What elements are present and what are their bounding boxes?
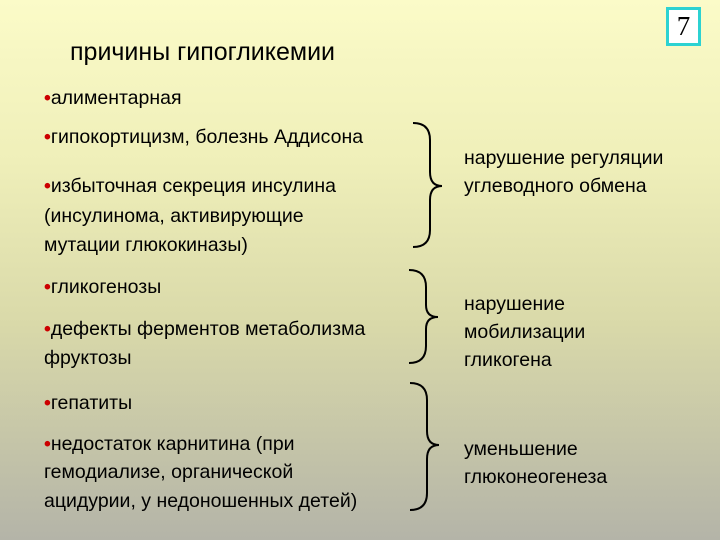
cause-item: •алиментарная — [44, 87, 182, 109]
bullet-icon: • — [44, 175, 51, 197]
cause-item-line: (инсулинома, активирующие — [44, 205, 304, 227]
cause-item: •гипокортицизм, болезнь Аддисона — [44, 126, 364, 148]
cause-item-line: ацидурии, у недоношенных детей) — [44, 490, 358, 512]
cause-item-line: фруктозы — [44, 347, 132, 369]
bullet-icon: • — [44, 126, 51, 148]
bullet-icon: • — [44, 87, 51, 109]
brace-icon — [410, 383, 439, 510]
cause-item: •гепатиты — [44, 392, 133, 414]
brace-icon — [413, 123, 442, 247]
cause-item: •избыточная секреция инсулина — [44, 175, 336, 197]
cause-item-line: мутации глюкокиназы) — [44, 234, 248, 256]
cause-item-line: гемодиализе, органической — [44, 461, 294, 483]
group-label: уменьшение глюконеогенеза — [464, 438, 608, 488]
slide-number: 7 — [666, 7, 701, 46]
bullet-icon: • — [44, 276, 51, 298]
cause-item: •дефекты ферментов метаболизма — [44, 318, 366, 340]
cause-item: •недостаток карнитина (при — [44, 433, 295, 455]
bullet-icon: • — [44, 433, 51, 455]
cause-item: •гликогенозы — [44, 276, 162, 298]
bullet-icon: • — [44, 392, 51, 414]
brace-icon — [409, 270, 438, 363]
group-label: нарушение мобилизации гликогена — [464, 293, 586, 371]
bullet-icon: • — [44, 318, 51, 340]
slide-title: причины гипогликемии — [70, 38, 336, 66]
group-label: нарушение регуляции углеводного обмена — [464, 147, 664, 197]
